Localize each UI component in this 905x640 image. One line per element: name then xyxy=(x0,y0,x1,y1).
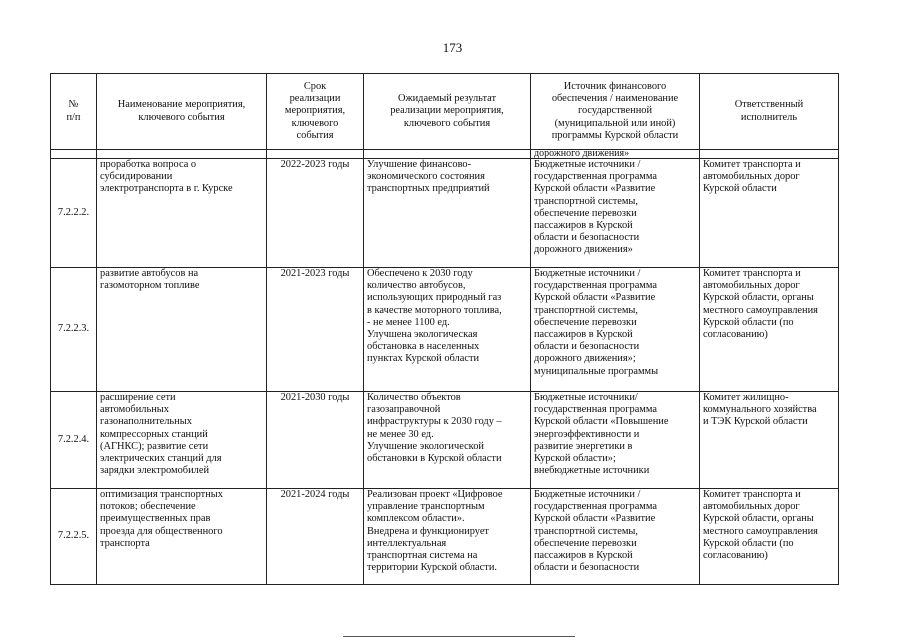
row-source: Бюджетные источники / государственная программа Курской области «Развитие транспортной системы, обеспечение перевозки пассажиров в Курской области и безопасности дорожного движения» xyxy=(531,159,700,268)
row-term: 2021-2030 годы xyxy=(267,392,364,489)
measures-table xyxy=(50,73,839,585)
row-result: Реализован проект «Цифровое управление транспортным комплексом области». Внедрена и функционирует интеллектуальная транспортная система на территории Курской области. xyxy=(364,489,531,585)
row-source: Бюджетные источники/ государственная программа Курской области «Повышение энергоэффективности и развитие энергетики в Курской области»; внебюджетные источники xyxy=(531,392,700,489)
header-term: Срок реализации мероприятия, ключевого события xyxy=(267,74,364,150)
row-term: 2021-2024 годы xyxy=(267,489,364,585)
footer-divider xyxy=(343,636,575,637)
row-name: расширение сети автомобильных газонаполнительных компрессорных станций (АГНКС); развитие сети электрических станций для зарядки электромобилей xyxy=(97,392,267,489)
header-source: Источник финансового обеспечения / наименование государственной (муниципальной или иной) программы Курской области xyxy=(531,74,700,150)
header-name: Наименование мероприятия, ключевого события xyxy=(97,74,267,150)
row-result: Улучшение финансово- экономического состояния транспортных предприятий xyxy=(364,159,531,268)
header-number: № п/п xyxy=(51,74,97,150)
row-executor: Комитет транспорта и автомобильных дорог Курской области xyxy=(700,159,839,268)
row-result: Количество объектов газозаправочной инфраструктуры к 2030 году – не менее 30 ед. Улучшение экологической обстановки в Курской области xyxy=(364,392,531,489)
row-source: Бюджетные источники / государственная программа Курской области «Развитие транспортной системы, обеспечение перевозки пассажиров в Курской области и безопасности xyxy=(531,489,700,585)
continuation-row xyxy=(51,150,839,159)
row-executor: Комитет транспорта и автомобильных дорог Курской области, органы местного самоуправления Курской области (по согласованию) xyxy=(700,268,839,392)
row-number: 7.2.2.2. xyxy=(51,159,97,268)
row-source: Бюджетные источники / государственная программа Курской области «Развитие транспортной системы, обеспечение перевозки пассажиров в Курской области и безопасности дорожного движения»; муниципальные программы xyxy=(531,268,700,392)
table-row xyxy=(51,392,839,489)
row-term: 2022-2023 годы xyxy=(267,159,364,268)
row-number: 7.2.2.3. xyxy=(51,268,97,392)
row-name: развитие автобусов на газомоторном топливе xyxy=(97,268,267,392)
header-executor: Ответственный исполнитель xyxy=(700,74,839,150)
row-term: 2021-2023 годы xyxy=(267,268,364,392)
table-row xyxy=(51,268,839,392)
row-name: оптимизация транспортных потоков; обеспечение преимущественных прав проезда для общественного транспорта xyxy=(97,489,267,585)
row-number: 7.2.2.5. xyxy=(51,489,97,585)
continuation-cell: дорожного движения» xyxy=(531,150,700,159)
row-executor: Комитет жилищно- коммунального хозяйства и ТЭК Курской области xyxy=(700,392,839,489)
header-result: Ожидаемый результат реализации мероприятия, ключевого события xyxy=(364,74,531,150)
table-row xyxy=(51,159,839,268)
page-number: 173 xyxy=(442,40,463,55)
header-row xyxy=(51,74,839,150)
row-result: Обеспечено к 2030 году количество автобусов, использующих природный газ в качестве моторного топлива, - не менее 1100 ед. Улучшена экологическая обстановка в населенных пунктах Курской области xyxy=(364,268,531,392)
row-name: проработка вопроса о субсидировании электротранспорта в г. Курске xyxy=(97,159,267,268)
row-executor: Комитет транспорта и автомобильных дорог Курской области, органы местного самоуправления Курской области (по согласованию) xyxy=(700,489,839,585)
table-row xyxy=(51,489,839,585)
row-number: 7.2.2.4. xyxy=(51,392,97,489)
